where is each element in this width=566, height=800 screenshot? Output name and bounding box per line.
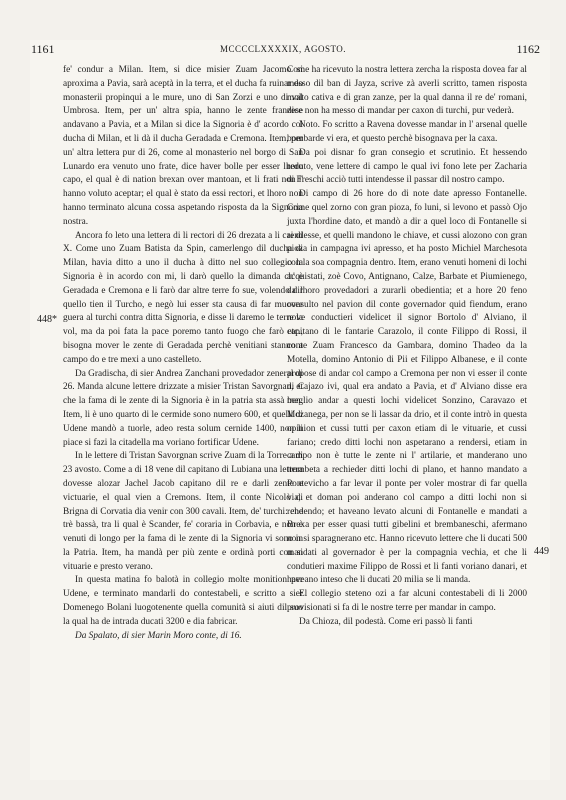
paragraph: El collegio steteno ozi a far alcuni contestabeli di li 2000 provisionati si fa di le nostre terre per mandar in campo. [287,589,527,614]
right-text-column [287,64,527,630]
paragraph: Da Chioza, dil podestà. Come eri passò li fanti [299,616,473,627]
left-text-column [63,64,303,643]
paragraph: Da Gradischa, di sier Andrea Zanchani provedador zeneral di 26. Manda alcune lettere drizzate a misier Tristan Savorgnan, et che la fama di le zente di la Signoria è in la patria sta assà ben. Item, li è uno quarto di le cermide sono numero 600, et quelli di Udene mandò a tuorle, adeo resta solum cernide 1400, non li piace si fazi la citadella ma voriano fortificar Udene. [63,368,303,448]
paragraph: fe' condur a Milan. Item, si dice misier Zuam Jacomo si aproxima a Pavia, sarà aceptà in la terra, et el ducha fa ruinar do monasterii propinqui a le mure, uno di San Zorzi e uno di val Umbrosa. Item, per un' altra spia, hanno le zente franzese andavano a Pavia, et a Milan si dice la Signoria è d' acordo col ducha di Milan, et li dà il ducha Geradada e Cremona. Item, per un' altra lettera pur di 26, come al monasterio nel borgo di San Lunardo era venuto uno frate, dice haver bolle per esser lhoro capo, el qual è di nation brexan over mantoan, et li frati non l' hanno voluto aceptar; el qual è stato da essi rectori, et lhoro non hanno terminato alcuna cossa aspetando risposta da la Signoria nostra. [63,65,303,227]
paragraph: In questa matina fo balotà in collegio molte monition per Udene, e terminato mandarli do contestabeli, e scritto a sier Domenego Bolani luogotenente quella comunità si aiuti dil suo la qual ha de intrada ducati 3200 e dia fabricar. [63,575,303,627]
page-number-right: 1162 [516,42,540,56]
running-title: MCCCCLXXXXIX, AGOSTO. [219,44,347,54]
paragraph: Da poi disnar fo gran consegio et scrutinio. Et hessendo reduto, vene lettere di campo le qual ivi fono lete per Zacharia di Freschi acciò tutti intendesse il passar dil nostro campo. [287,147,527,186]
paragraph: Come ha ricevuto la nostra lettera zercha la risposta dovea far al messo dil ban di Jayza, scrive zà averli scritto, tamen risposta molto cativa e di gran zanze, per la qual danna il re de' romani, dice non ha messo di mandar per caxon di turchi, pur vederà. [287,65,527,117]
paragraph: Noto. Fo scritto a Ravena dovesse mandar in l' arsenal quelle bombarde vi era, et questo perchè bisognava per la caxa. [287,120,527,144]
paragraph: In le lettere di Tristan Savorgnan scrive Zuam di la Torre a di 23 avosto. Come a di 18 vene dil capitano di Lubiana una lettera dovesse alozar Jachel Jacob capitano dil re e darli zente e victuarie, el qual vien a Cremons. Item, il conte Nicolò di Brigna di Corvatia dia venir con 300 cavali. Item, de' turchi: che trè bassà, tra li qual è Scander, fe' coraria in Corbavia, e non è venuti di longo per la fama di le zente di la Signoria vi sono in la Patria. Item, ha mandà per più zente e ordinà porti con si vituarie e presto verano. [63,451,303,572]
page-number-left: 1161 [31,42,55,56]
margin-number-right: 449 [534,546,549,557]
paragraph: Da Spalato, di sier Marin Moro conte, di 16. [75,630,242,641]
paragraph: Ancora fo leto una lettera di li rectori di 26 drezata a li cai di X. Come uno Zuam Batista da Spin, camerlengo dil ducha di Milan, havia ditto a uno il ducha à ditto nel suo collegio la Signoria è in acordo con mi, li darò quello la dimanda ch' è Geradada e Cremona e li farò dar altre terre fo sue, volendo dir quello tien il Turcho, e negò lui esser sta causa di far muover guera al turchi contra ditta Signoria, e disse li daremo le terre la vol, ma da poi fata la pace poremo tanto fuogo che farò etc., bisogna mover le zente di Geradada perchè venitiani stanno a campo do e tre mexi a uno castelleto. [63,230,303,365]
margin-number-left: 448* [37,314,57,325]
paragraph: Di campo di 26 hore do di note date apresso Fontanelle. Come quel zorno con gran pioza, fo luni, si levono et passò Ojo juxta l'hordine dato, et mandò a dir a quel loco di Fontanelle si rendesse, et quelli mandono le chiave, et cussi alozono con gran pioza in campagna ivi apresso, et ha posto Michiel Marchesota con la soa compagnia dentro. Item, erano venuti homeni di lochi acquistati, zoè Covo, Antignano, Calze, Barbate et Piumienego, da lhoro provedadori a zurarli obedientia; et a hore 20 feno consulto nel pavion dil conte governador quid fiendum, erano nove conductieri videlicet il signor Bortolo d' Alviano, il capitano di le fantarie Carazolo, il conte Filippo di Rossi, il conte Zuam Francesco da Gambara, domino Thadeo da la Motella, domino Antonio di Pii et Filippo Albanese, e il conte propose di andar col campo a Cremona per non vi esser il conte di Cajazo ivi, qual era andato a Pavia, et d' Alviano disse era meglio andar a questi lochi videlicet Sonzino, Caravazo et Mozanega, per non se li lassar da drio, et il conte intrò in questa opinion et cussi tutti per caxon etiam di le vituarie, et cussi fariano; credo ditti lochi non aspetarano a rendersi, etiam in campo non è tutte le zente ni l' artilarie, et manderano uno trombeta a rechieder ditti lochi di plano, et hanno mandato a Pontevicho a far levar il ponte per voler mostrar di far quella via, et doman poi anderano col campo a ditti lochi non si rendendo; et haveano levato alcuni di Fontanelle e mandati a Brexa per esser quasi tutti gibelini et brembaneschi, afermano non si sparagnerano etc. Hanno ricevuto lettere che li ducati 500 mandati al governador è per la compagnia vechia, et che li condutieri maxime Filippo de Rossi et li fanti voriano danari, et haveano inteso che li ducati 20 milia se li manda. [287,189,527,586]
